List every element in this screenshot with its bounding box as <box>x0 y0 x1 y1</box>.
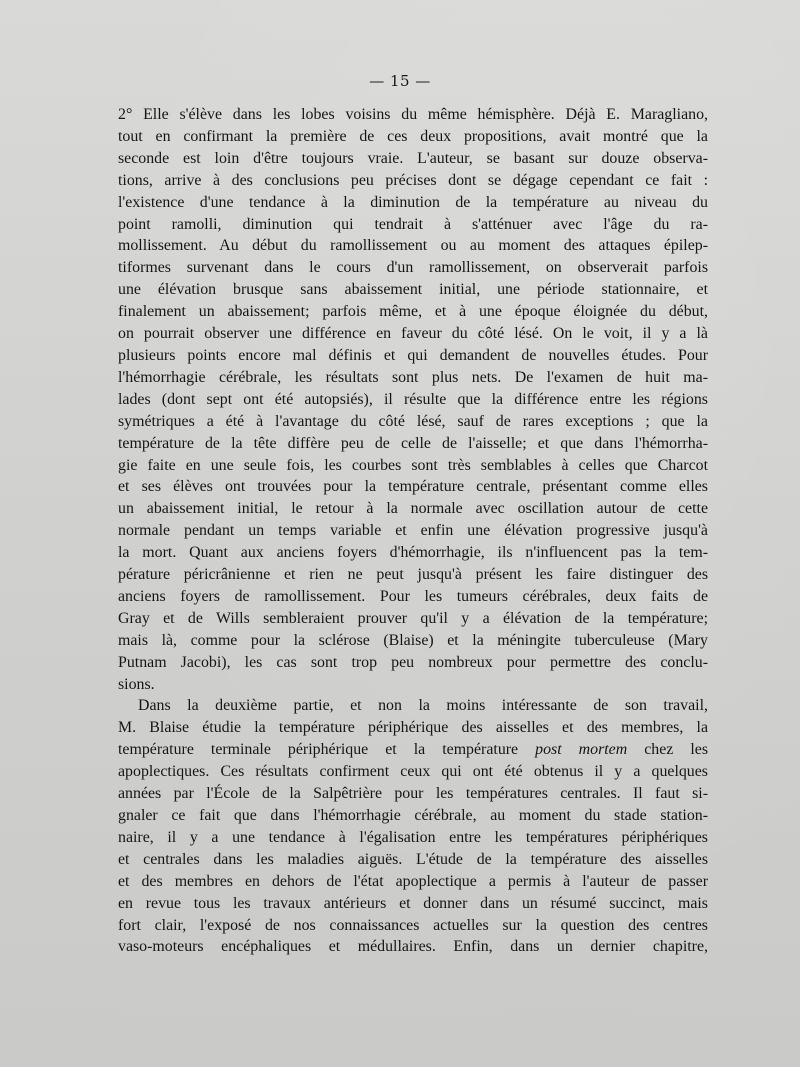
text-line: apoplectiques. Ces résultats confirment ceux qui ont été obtenus il y a quelques <box>118 763 708 781</box>
body-text <box>118 104 708 958</box>
text-line: M. Blaise étudie la température périphérique des aisselles et des membres, la <box>118 719 708 737</box>
text-line: Dans la deuxième partie, et non la moins intéressante de son travail, <box>138 697 708 715</box>
text-line: point ramolli, diminution qui tendrait à s'atténuer avec l'âge du ra- <box>118 215 708 233</box>
text-line: une élévation brusque sans abaissement initial, une période stationnaire, et <box>118 281 708 299</box>
text-line: et des membres en dehors de l'état apoplectique a permis à l'auteur de passer <box>118 872 708 890</box>
text-line: finalement un abaissement; parfois même, et à une époque éloignée du début, <box>118 303 708 321</box>
text-line: tout en confirmant la première de ces deux propositions, avait montré que la <box>118 127 708 145</box>
text-line: plusieurs points encore mal définis et qui demandent de nouvelles études. Pour <box>118 346 708 364</box>
text-line: gie faite en une seule fois, les courbes sont très semblables à celles que Charcot <box>118 456 708 474</box>
text-line: sions. <box>118 675 155 693</box>
text-line: en revue tous les travaux antérieurs et donner dans un résumé succinct, mais <box>118 894 708 912</box>
text-line: mollissement. Au début du ramollissement ou au moment des attaques épilep- <box>118 237 708 255</box>
text-line: l'existence d'une tendance à la diminution de la température au niveau du <box>118 193 708 211</box>
text-line: Putnam Jacobi), les cas sont trop peu nombreux pour permettre des conclu- <box>118 653 708 671</box>
text-line: la mort. Quant aux anciens foyers d'hémorrhagie, ils n'influencent pas la tem- <box>118 544 708 562</box>
text-line: normale pendant un temps variable et enfin une élévation progressive jusqu'à <box>118 522 708 540</box>
text-line: symétriques a été à l'avantage du côté lésé, sauf de rares exceptions ; que la <box>118 412 708 430</box>
text-line: tiformes survenant dans le cours d'un ramollissement, on observerait parfois <box>118 259 708 277</box>
text-line: années par l'École de la Salpêtrière pour les températures centrales. Il faut si- <box>118 785 708 803</box>
text-line: vaso-moteurs encéphaliques et médullaires. Enfin, dans un dernier chapitre, <box>118 938 708 956</box>
text-line: et ses élèves ont trouvées pour la température centrale, présentant comme elles <box>118 478 708 496</box>
text-line: seconde est loin d'être toujours vraie. L'auteur, se basant sur douze observa- <box>118 149 708 167</box>
text-line: mais là, comme pour la sclérose (Blaise) et la méningite tuberculeuse (Mary <box>118 631 708 649</box>
text-line: pérature péricrânienne et rien ne peut jusqu'à présent les faire distinguer des <box>118 566 708 584</box>
text-fragment: chez les <box>627 741 709 759</box>
text-line: température de la tête diffère peu de celle de l'aisselle; et que dans l'hémorrha- <box>118 434 708 452</box>
text-line: anciens foyers de ramollissement. Pour les tumeurs cérébrales, deux faits de <box>118 587 708 605</box>
text-line: gnaler ce fait que dans l'hémorrhagie cérébrale, au moment du stade station- <box>118 807 708 824</box>
text-line: lades (dont sept ont été autopsiés), il résulte que la différence entre les régions <box>118 390 708 408</box>
text-line: l'hémorrhagie cérébrale, les résultats sont plus nets. De l'examen de huit ma- <box>118 368 708 386</box>
text-line: on pourrait observer une différence en faveur du côté lésé. On le voit, il y a là <box>118 325 708 343</box>
text-line: 2° Elle s'élève dans les lobes voisins du même hémisphère. Déjà E. Maragliano, <box>118 106 708 123</box>
page-number: — 15 — <box>369 72 431 90</box>
italic-phrase: post mortem <box>535 741 628 759</box>
paragraph-1 <box>118 104 708 695</box>
text-line: Gray et de Wills sembleraient prouver qu'il y a élévation de la température; <box>118 609 708 627</box>
text-line: naire, il y a une tendance à l'égalisation entre les températures périphériques <box>118 828 708 846</box>
text-line: un abaissement initial, le retour à la normale avec oscillation autour de cette <box>118 500 708 518</box>
text-line: et centrales dans les maladies aiguës. L'étude de la température des aisselles <box>118 850 708 868</box>
text-line: fort clair, l'exposé de nos connaissances actuelles sur la question des centres <box>118 916 708 934</box>
text-fragment: température terminale périphérique et la température <box>118 741 536 759</box>
paragraph-2 <box>118 695 708 958</box>
text-line <box>118 739 708 761</box>
text-line: tions, arrive à des conclusions peu précises dont se dégage cependant ce fait : <box>118 171 708 189</box>
